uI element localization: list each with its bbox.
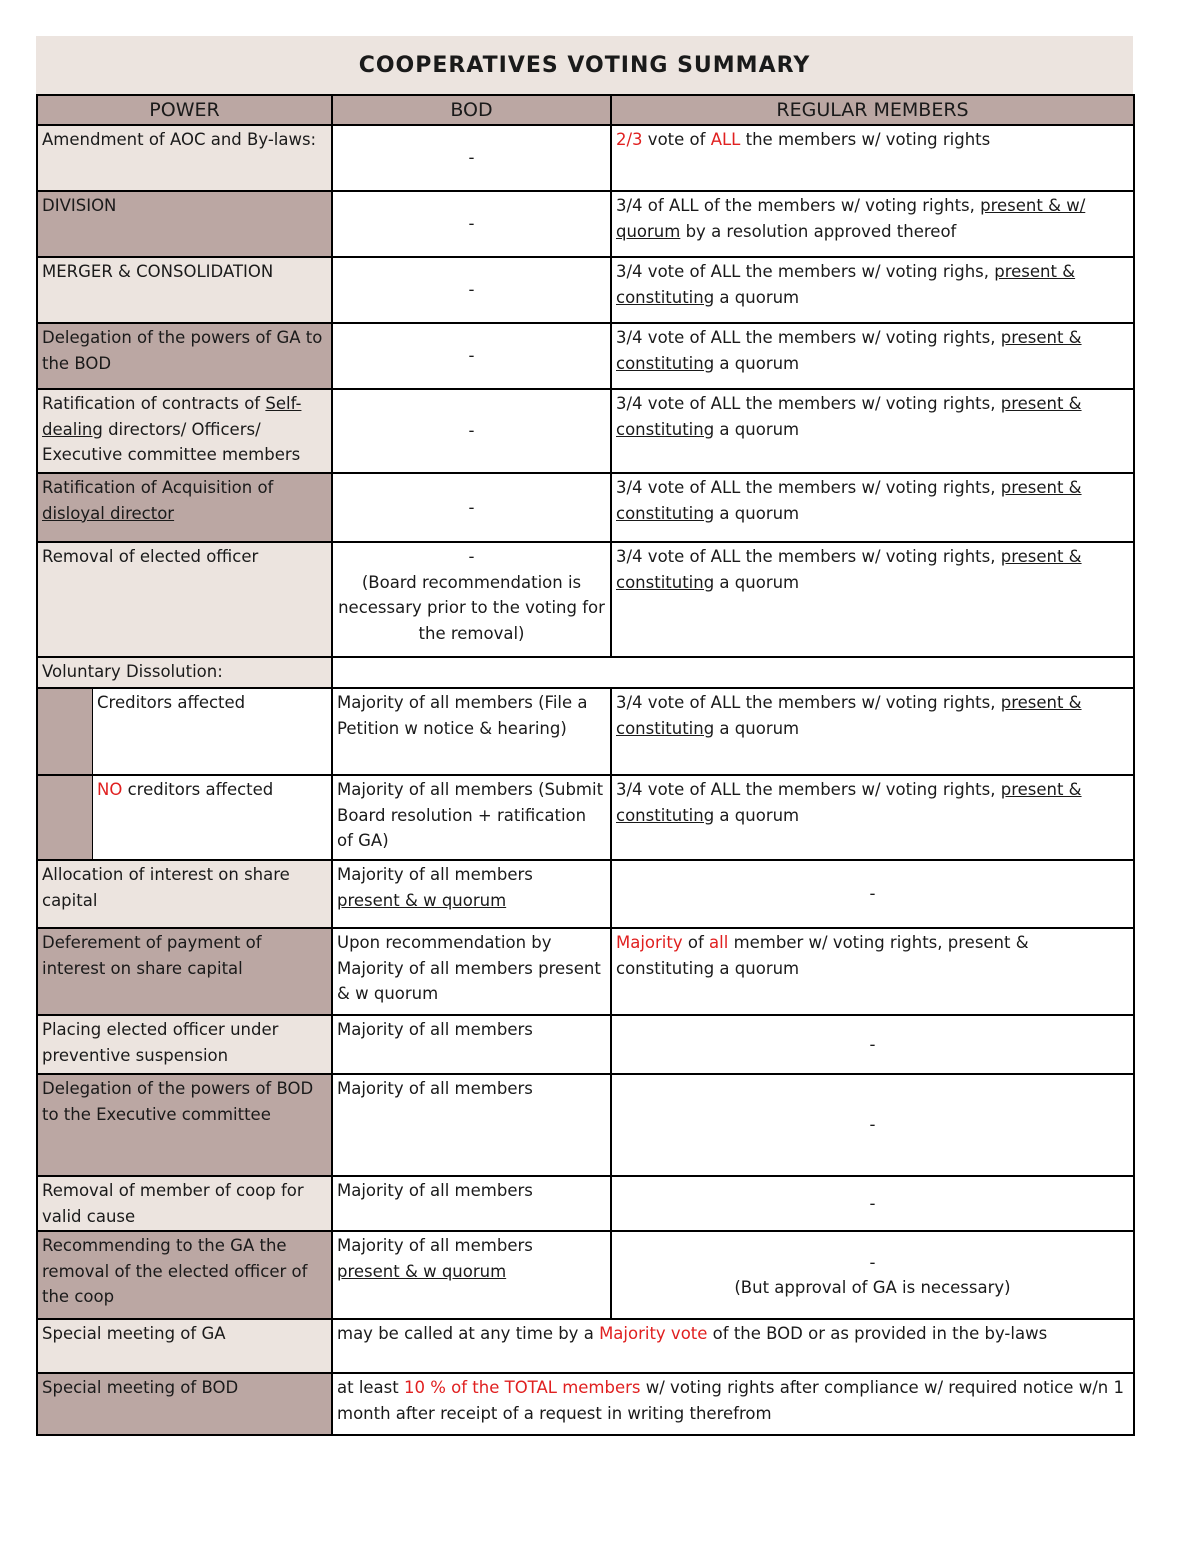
table-row (37, 1015, 1134, 1074)
header-row (37, 95, 1134, 125)
underlined-text: present & w quorum (337, 1261, 507, 1281)
plain-text: 3/4 vote of ALL the members w/ voting rights, (616, 478, 1001, 497)
bod-cell (332, 542, 611, 657)
plain-text: directors/ Officers/ Executive committee members (42, 419, 301, 464)
plain-text: Majority of all members (337, 865, 533, 884)
red-text: Majority (616, 933, 683, 952)
dash-text: - (468, 547, 475, 566)
plain-text: the members w/ voting rights (740, 130, 991, 149)
power-cell: Removal of member of coop for valid cause (37, 1176, 332, 1231)
bod-cell (332, 1231, 611, 1319)
red-text: Majority vote (599, 1324, 708, 1343)
power-cell (37, 775, 332, 860)
header-regular-members: REGULAR MEMBERS (611, 95, 1134, 125)
indent-bar (38, 689, 93, 774)
regular-cell (611, 473, 1134, 542)
plain-text: 3/4 of ALL of the members w/ voting rights, (616, 196, 981, 215)
plain-text: vote of (642, 130, 711, 149)
plain-text: a quorum (714, 572, 800, 592)
power-cell: Delegation of the powers of BOD to the Executive committee (37, 1074, 332, 1176)
plain-text: a quorum (714, 718, 800, 738)
plain-text: a quorum (714, 419, 800, 439)
power-cell: Allocation of interest on share capital (37, 860, 332, 928)
plain-text: 3/4 vote of ALL the members w/ voting righs, (616, 262, 995, 281)
regular-cell: - (611, 1074, 1134, 1176)
power-cell (37, 389, 332, 473)
note-text: (Board recommendation is necessary prior to the voting for the removal) (338, 572, 605, 643)
regular-cell: - (611, 860, 1134, 928)
dash-text: - (869, 1252, 876, 1272)
power-cell: MERGER & CONSOLIDATION (37, 257, 332, 323)
bod-cell: - (332, 125, 611, 191)
sub-power-text (93, 776, 331, 859)
header-bod: BOD (332, 95, 611, 125)
underlined-text: present & constituting (616, 693, 1082, 738)
power-cell: Voluntary Dissolution: (37, 657, 332, 688)
bod-cell: Majority of all members (332, 1015, 611, 1074)
table-row (37, 542, 1134, 657)
table-row (37, 257, 1134, 323)
bod-cell: - (332, 323, 611, 389)
plain-text: a quorum (714, 287, 800, 307)
table-row (37, 323, 1134, 389)
bod-cell (332, 860, 611, 928)
plain-text: by a resolution approved thereof (680, 221, 957, 241)
underlined-text: disloyal director (42, 503, 175, 523)
regular-cell: - (611, 1015, 1134, 1074)
table-row (37, 1373, 1134, 1435)
power-cell: Recommending to the GA the removal of the elected officer of the coop (37, 1231, 332, 1319)
bod-cell: - (332, 191, 611, 257)
underlined-text: Self-dealing (42, 394, 302, 439)
merged-cell (332, 1373, 1134, 1435)
power-cell: Amendment of AOC and By-laws: (37, 125, 332, 191)
note-text: (But approval of GA is necessary) (734, 1278, 1011, 1297)
red-text: 10 % of the TOTAL members (403, 1378, 641, 1397)
regular-cell (611, 542, 1134, 657)
power-cell: Special meeting of GA (37, 1319, 332, 1373)
header-power: POWER (37, 95, 332, 125)
regular-cell (611, 1231, 1134, 1319)
underlined-text: present & w quorum (337, 890, 507, 910)
table-row (37, 1319, 1134, 1373)
plain-text: member w/ voting rights, present & constituting a quorum (616, 933, 1029, 978)
regular-cell (611, 389, 1134, 473)
empty-cell (332, 657, 1134, 688)
underlined-text: present & constituting (616, 780, 1082, 825)
bod-cell: Majority of all members (332, 1074, 611, 1176)
bod-cell: Upon recommendation by Majority of all members present & w quorum (332, 928, 611, 1015)
table-row (37, 389, 1134, 473)
underlined-text: present & constituting (616, 394, 1082, 439)
table-row (37, 125, 1134, 191)
table-row (37, 1231, 1134, 1319)
power-cell: Special meeting of BOD (37, 1373, 332, 1435)
table-row (37, 775, 1134, 860)
plain-text: 3/4 vote of ALL the members w/ voting rights, (616, 394, 1001, 413)
red-text: all (709, 933, 729, 952)
page-title: COOPERATIVES VOTING SUMMARY (36, 36, 1133, 94)
plain-text: Ratification of contracts of (42, 394, 266, 413)
underlined-text: present & constituting (616, 262, 1076, 307)
plain-text: a quorum (714, 805, 800, 825)
regular-cell (611, 257, 1134, 323)
plain-text: at least (337, 1378, 404, 1397)
plain-text: of the BOD or as provided in the by-laws (707, 1324, 1048, 1343)
underlined-text: present & constituting (616, 328, 1082, 373)
bod-cell: Majority of all members (332, 1176, 611, 1231)
bod-cell: Majority of all members (File a Petition w notice & hearing) (332, 688, 611, 775)
regular-cell: - (611, 1176, 1134, 1231)
table-row (37, 860, 1134, 928)
bod-cell: Majority of all members (Submit Board resolution + ratification of GA) (332, 775, 611, 860)
regular-cell (611, 775, 1134, 860)
plain-text: Majority of all members (337, 1236, 533, 1255)
plain-text: 3/4 vote of ALL the members w/ voting rights, (616, 547, 1001, 566)
underlined-text: present & constituting (616, 547, 1082, 592)
plain-text: creditors affected (122, 780, 274, 799)
power-cell: Placing elected officer under preventive suspension (37, 1015, 332, 1074)
underlined-text: present & w/ quorum (616, 196, 1086, 241)
power-cell: Removal of elected officer (37, 542, 332, 657)
table-row (37, 928, 1134, 1015)
plain-text: 3/4 vote of ALL the members w/ voting rights, (616, 780, 1001, 799)
merged-cell (332, 1319, 1134, 1373)
underlined-text: present & constituting (616, 478, 1082, 523)
power-cell (37, 688, 332, 775)
plain-text: may be called at any time by a (337, 1324, 600, 1343)
red-text: NO (97, 780, 123, 799)
power-cell: Deferement of payment of interest on share capital (37, 928, 332, 1015)
table-row (37, 688, 1134, 775)
plain-text: of (682, 933, 710, 952)
sub-power-text: Creditors affected (93, 689, 331, 774)
table-row (37, 1176, 1134, 1231)
bod-cell: - (332, 389, 611, 473)
regular-cell (611, 928, 1134, 1015)
voting-table (36, 94, 1135, 1436)
table-row (37, 473, 1134, 542)
plain-text: a quorum (714, 503, 800, 523)
bod-cell: - (332, 473, 611, 542)
regular-cell (611, 688, 1134, 775)
power-cell: DIVISION (37, 191, 332, 257)
regular-cell (611, 323, 1134, 389)
plain-text: w/ voting rights after compliance w/ required notice w/n 1 month after receipt of a request in writing therefrom (337, 1378, 1124, 1423)
voting-summary-sheet (36, 36, 1133, 1436)
plain-text: 3/4 vote of ALL the members w/ voting rights, (616, 328, 1001, 347)
bod-cell: - (332, 257, 611, 323)
table-row (37, 191, 1134, 257)
power-cell: Delegation of the powers of GA to the BOD (37, 323, 332, 389)
indent-bar (38, 776, 93, 859)
plain-text: Ratification of Acquisition of (42, 478, 274, 497)
table-row (37, 1074, 1134, 1176)
regular-cell (611, 191, 1134, 257)
table-row (37, 657, 1134, 688)
plain-text: 3/4 vote of ALL the members w/ voting rights, (616, 693, 1001, 712)
power-cell (37, 473, 332, 542)
regular-cell (611, 125, 1134, 191)
red-text: ALL (710, 130, 741, 149)
plain-text: a quorum (714, 353, 800, 373)
red-text: 2/3 (616, 130, 643, 149)
